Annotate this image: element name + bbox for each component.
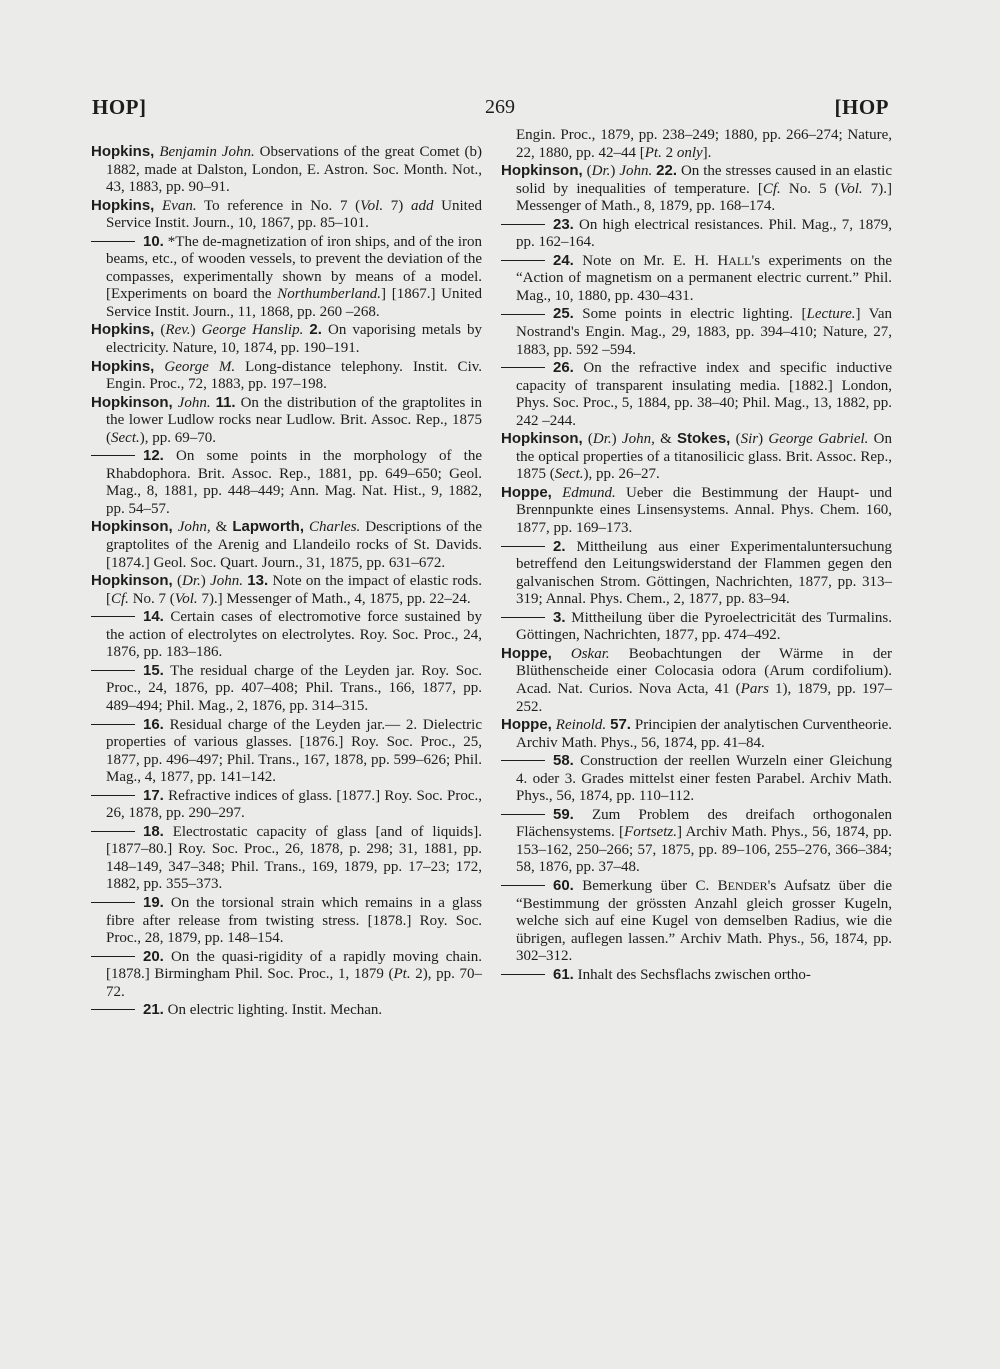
ditto-dash — [501, 885, 545, 886]
ditto-dash — [501, 367, 545, 368]
bibliography-entry: 18. Electrostatic capacity of glass [and of liquids]. [1877–80.] Roy. Soc. Proc., 26, 1878, p. 298; 31, 1881, pp. 148–149, 347–348; Phil. Trans., 169, 1879, pp. 17–23; 172, 1882, pp. 355–373. — [91, 823, 482, 894]
ditto-dash — [501, 760, 545, 761]
bibliography-entry: 61. Inhalt des Sechsflachs zwischen ortho- — [501, 966, 892, 985]
bibliography-entry: 3. Mittheilung über die Pyroelectricität des Turmalins. Göttingen, Nachrichten, 1877, pp. 474–492. — [501, 609, 892, 645]
ditto-dash — [501, 546, 545, 547]
bibliography-entry: Engin. Proc., 1879, pp. 238–249; 1880, pp. 266–274; Nature, 22, 1880, pp. 42–44 [Pt. 2 only]. — [516, 127, 892, 161]
bibliography-entry: 21. On electric lighting. Instit. Mechan. — [91, 1001, 482, 1020]
bibliography-entry: Hoppe, Edmund. Ueber die Bestimmung der Haupt- und Brennpunkte eines Linsensystems. Annal. Phys. Chem. 160, 1877, pp. 169–173. — [501, 483, 893, 537]
ditto-dash — [91, 455, 135, 456]
bibliography-entry: 23. On high electrical resistances. Phil. Mag., 7, 1879, pp. 162–164. — [501, 216, 892, 252]
bibliography-entry: Hopkins, (Rev.) George Hanslip. 2. On vaporising metals by electricity. Nature, 10, 1874, pp. 190–191. — [91, 321, 482, 357]
bibliography-entry: 15. The residual charge of the Leyden jar. Roy. Soc. Proc., 24, 1876, pp. 407–408; Phil. Trans., 166, 1877, pp. 489–494; Phil. Mag., 2, 1876, pp. 314–315. — [91, 662, 482, 716]
ditto-dash — [91, 241, 135, 242]
ditto-dash — [91, 724, 135, 725]
right-column — [501, 127, 892, 984]
bibliography-entry: Hopkins, Benjamin John. Observations of the great Comet (b) 1882, made at Dalston, London, E. Astron. Soc. Month. Not., 43, 1883, pp. 90–91. — [91, 143, 482, 196]
bibliography-entry: 14. Certain cases of electromotive force sustained by the action of electrolytes on electrolytes. Roy. Soc. Proc., 24, 1876, pp. 183–186. — [91, 608, 482, 662]
page-number: 269 — [485, 96, 515, 118]
bibliography-entry: Hoppe, Reinold. 57. Principien der analytischen Curventheorie. Archiv Math. Phys., 56, 1874, pp. 41–84. — [501, 716, 893, 751]
bibliography-entry: 26. On the refractive index and specific inductive capacity of transparent insulating media. [1882.] London, Phys. Soc. Proc., 5, 1884, pp. 38–40; Phil. Mag., 13, 1882, pp. 242 –244. — [501, 359, 892, 430]
bibliography-entry: Hopkinson, John, & Lapworth, Charles. Descriptions of the graptolites of the Arenig and Llandeilo rocks of St. Davids. [1874.] Geol. Soc. Quart. Journ., 31, 1875, pp. 631–672. — [91, 518, 483, 571]
bibliography-entry: 10. *The de-magnetization of iron ships, and of the iron beams, etc., of wooden vessels, to prevent the deviation of the compasses, experimentally shown by means of a model. [Experiments on board the Northumberland.] [1867.] United Service Instit. Journ., 11, 1868, pp. 260 –268. — [91, 233, 482, 322]
ditto-dash — [91, 795, 135, 796]
bibliography-entry: 2. Mittheilung aus einer Experimentaluntersuchung betreffend den Leitungswiderstand der Flammen gegen den galvanischen Strom. Göttingen, Nachrichten, 1877, pp. 313–319; Annal. Phys. Chem., 2, 1877, pp. 83–94. — [501, 538, 892, 609]
ditto-dash — [501, 224, 545, 225]
bibliography-entry: 60. Bemerkung über C. BENDER's Aufsatz über die “Bestimmung der grössten Anzahl gleich grosser Kugeln, welche sich auf eine Kugel von demselben Radius, wie die übrigen, auflegen lassen.” Archiv Math. Phys., 56, 1874, pp. 302–312. — [501, 877, 892, 966]
ditto-dash — [91, 831, 135, 832]
ditto-dash — [91, 902, 135, 903]
ditto-dash — [91, 670, 135, 671]
bibliography-entry: 12. On some points in the morphology of the Rhabdophora. Brit. Assoc. Rep., 1881, pp. 649–650; Geol. Mag., 8, 1881, pp. 448–449; Ann. Mag. Nat. Hist., 9, 1882, pp. 54–57. — [91, 447, 482, 518]
bibliography-entry: Hopkinson, (Dr.) John, & Stokes, (Sir) George Gabriel. On the optical properties of a titanosilicic glass. Brit. Assoc. Rep., 1875 (Sect.), pp. 26–27. — [501, 430, 892, 483]
ditto-dash — [91, 616, 135, 617]
bibliography-entry: Hopkinson, (Dr.) John. 22. On the stresses caused in an elastic solid by inequalities of temperature. [Cf. No. 5 (Vol. 7).] Messenger of Math., 8, 1879, pp. 168–174. — [501, 162, 893, 215]
bibliography-entry: 20. On the quasi-rigidity of a rapidly moving chain. [1878.] Birmingham Phil. Soc. Proc., 1, 1879 (Pt. 2), pp. 70–72. — [91, 948, 482, 1002]
ditto-dash — [91, 1009, 135, 1010]
bibliography-entry: Hopkins, Evan. To reference in No. 7 (Vol. 7) add United Service Instit. Journ., 10, 1867, pp. 85–101. — [91, 196, 483, 232]
bibliography-entry: 16. Residual charge of the Leyden jar.— 2. Dielectric properties of various glasses. [1876.] Roy. Soc. Proc., 25, 1877, pp. 496–497; Phil. Trans., 167, 1878, pp. 599–626; Phil. Mag., 4, 1877, pp. 141–142. — [91, 716, 482, 787]
ditto-dash — [501, 617, 545, 618]
header-right: [HOP — [834, 95, 889, 119]
bibliography-entry: Hopkinson, (Dr.) John. 13. Note on the impact of elastic rods. [Cf. No. 7 (Vol. 7).] Messenger of Math., 4, 1875, pp. 22–24. — [91, 572, 483, 607]
bibliography-entry: 19. On the torsional strain which remains in a glass fibre after release from twisting stress. [1878.] Roy. Soc. Proc., 28, 1879, pp. 148–154. — [91, 894, 482, 948]
ditto-dash — [91, 956, 135, 957]
left-column — [91, 143, 482, 1020]
ditto-dash — [501, 314, 545, 315]
bibliography-entry: Hoppe, Oskar. Beobachtungen der Wärme in der Blüthenscheide einer Colocasia odora (Arum cordifolium). Acad. Nat. Curios. Nova Acta, 41 (Pars 1), 1879, pp. 197–252. — [501, 644, 892, 715]
bibliography-entry: 25. Some points in electric lighting. [Lecture.] Van Nostrand's Engin. Mag., 29, 1883, pp. 394–410; Nature, 27, 1883, pp. 592 –594. — [501, 305, 892, 359]
bibliography-entry: 58. Construction der reellen Wurzeln einer Gleichung 4. oder 3. Grades mittelst einer festen Parabel. Archiv Math. Phys., 56, 1874, pp. 110–112. — [501, 752, 892, 806]
bibliography-entry: 17. Refractive indices of glass. [1877.] Roy. Soc. Proc., 26, 1878, pp. 290–297. — [91, 787, 482, 823]
bibliography-entry: 24. Note on Mr. E. H. HALL's experiments on the “Action of magnetism on a permanent electric current.” Phil. Mag., 10, 1880, pp. 430–431. — [501, 252, 892, 306]
bibliography-entry: Hopkinson, John. 11. On the distribution of the graptolites in the lower Ludlow rocks near Ludlow. Brit. Assoc. Rep., 1875 (Sect.), pp. 69–70. — [91, 393, 483, 446]
ditto-dash — [501, 974, 545, 975]
header-left: HOP] — [92, 95, 147, 119]
ditto-dash — [501, 260, 545, 261]
bibliography-entry: 59. Zum Problem des dreifach orthogonalen Flächensystems. [Fortsetz.] Archiv Math. Phys., 56, 1874, pp. 153–162, 250–266; 57, 1875, pp. 89–106, 255–276, 366–384; 58, 1876, pp. 37–48. — [501, 806, 892, 877]
bibliography-entry: Hopkins, George M. Long-distance telephony. Instit. Civ. Engin. Proc., 72, 1883, pp. 197–198. — [91, 357, 483, 393]
ditto-dash — [501, 814, 545, 815]
running-header — [0, 95, 1000, 125]
